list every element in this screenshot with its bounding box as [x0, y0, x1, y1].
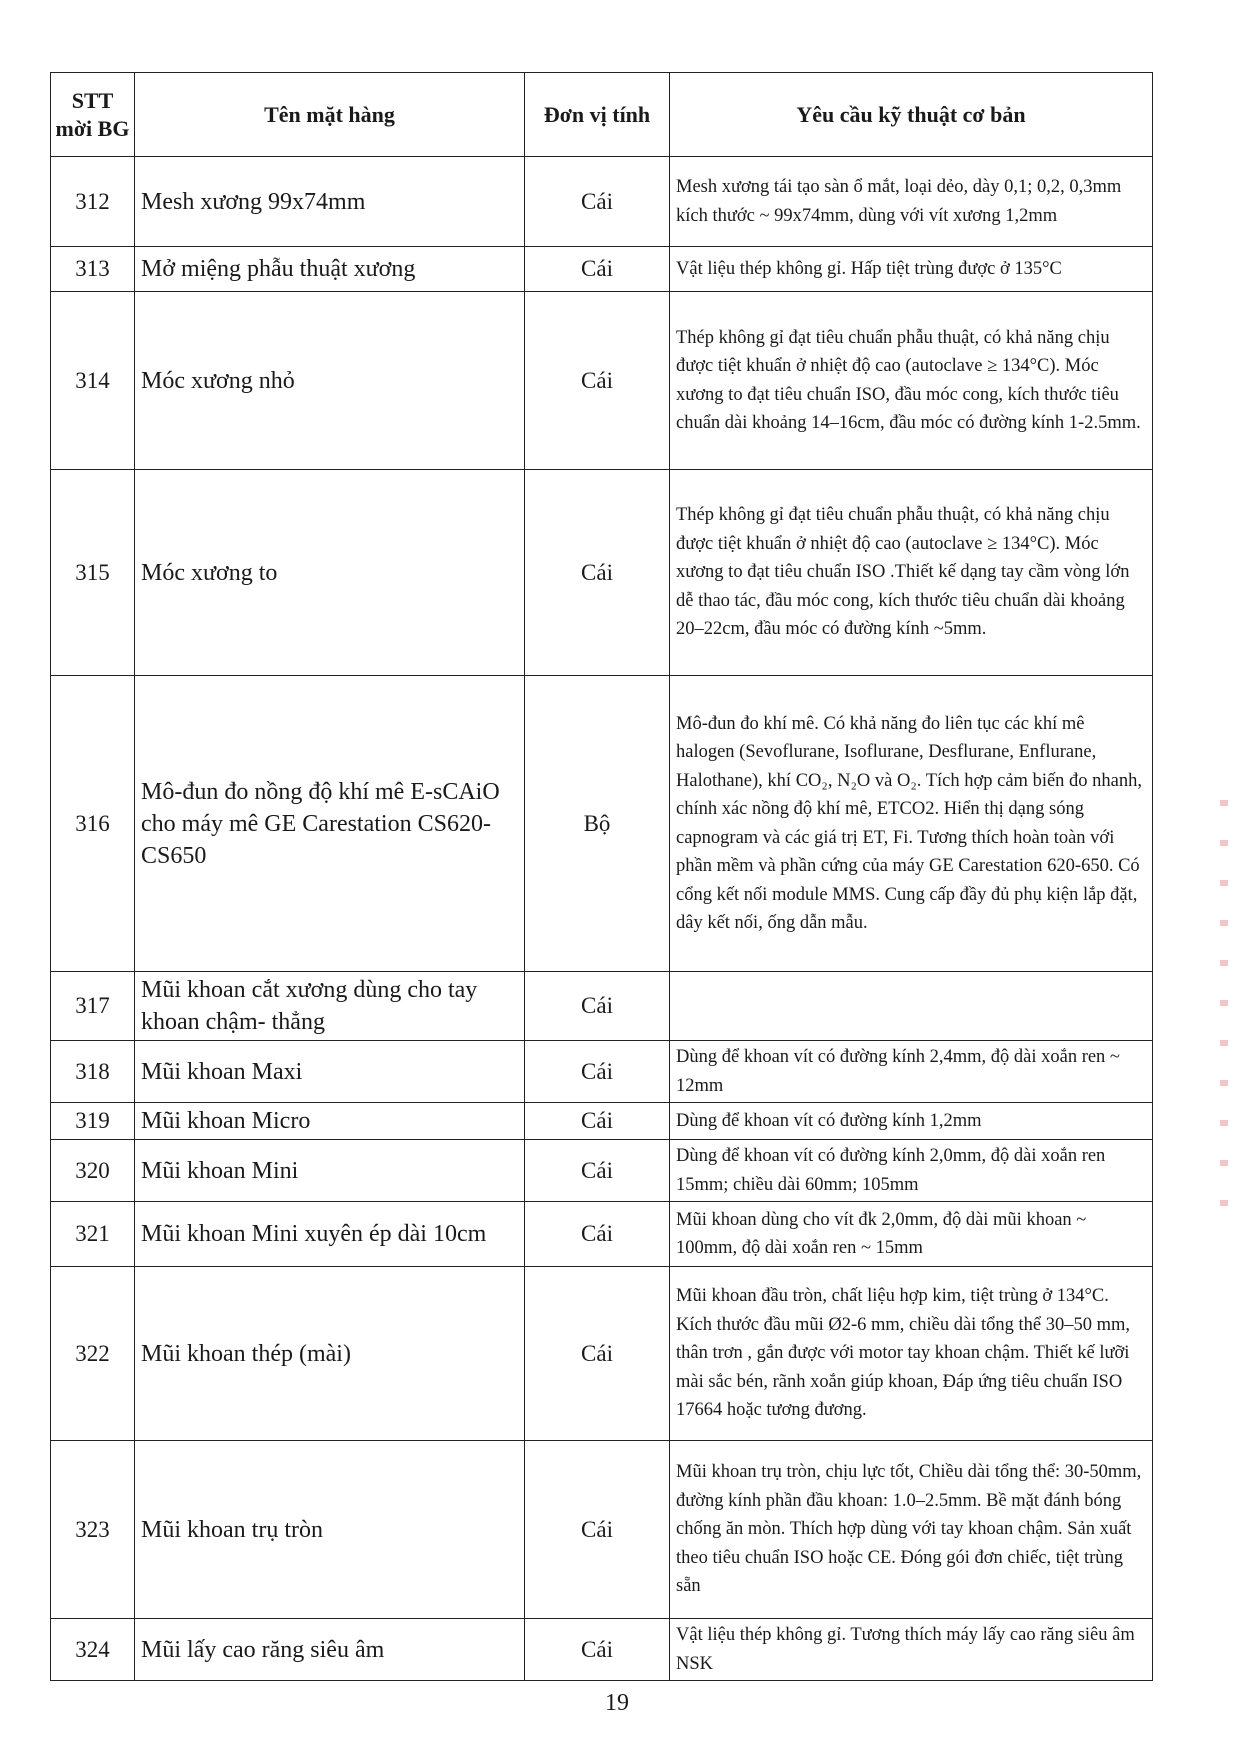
row-item-name: Mũi khoan cắt xương dùng cho tay khoan chậm- thẳng — [135, 972, 525, 1041]
row-item-name: Mũi khoan thép (mài) — [135, 1267, 525, 1441]
row-item-name: Mũi khoan Micro — [135, 1103, 525, 1140]
page-number: 19 — [605, 1690, 629, 1716]
row-unit: Cái — [525, 1619, 670, 1681]
row-unit: Cái — [525, 1103, 670, 1140]
row-unit: Cái — [525, 1140, 670, 1202]
table-row — [51, 1140, 1153, 1202]
table-row — [51, 1619, 1153, 1681]
row-stt: 316 — [51, 676, 135, 972]
table-row — [51, 292, 1153, 470]
row-unit: Cái — [525, 247, 670, 292]
header-requirements: Yêu cầu kỹ thuật cơ bản — [670, 73, 1153, 157]
row-requirements: Dùng để khoan vít có đường kính 1,2mm — [670, 1103, 1153, 1140]
row-item-name: Mesh xương 99x74mm — [135, 157, 525, 247]
row-requirements: Thép không gỉ đạt tiêu chuẩn phẫu thuật, có khả năng chịu được tiệt khuẩn ở nhiệt độ cao (autoclave ≥ 134°C). Móc xương to đạt tiêu chuẩn ISO, đầu móc cong, kích thước tiêu chuẩn dài khoảng 14–16cm, đầu móc có đường kính 1-2.5mm. — [670, 292, 1153, 470]
row-requirements: Thép không gỉ đạt tiêu chuẩn phẫu thuật, có khả năng chịu được tiệt khuẩn ở nhiệt độ cao (autoclave ≥ 134°C). Móc xương to đạt tiêu chuẩn ISO .Thiết kế dạng tay cầm vòng lớn dễ thao tác, đầu móc cong, kích thước tiêu chuẩn dài khoảng 20–22cm, đầu móc có đường kính ~5mm. — [670, 470, 1153, 676]
table-row — [51, 972, 1153, 1041]
row-item-name: Mũi khoan Maxi — [135, 1041, 525, 1103]
row-requirements: Dùng để khoan vít có đường kính 2,0mm, độ dài xoắn ren 15mm; chiều dài 60mm; 105mm — [670, 1140, 1153, 1202]
row-stt: 324 — [51, 1619, 135, 1681]
row-stt: 323 — [51, 1441, 135, 1619]
row-item-name: Mũi khoan trụ tròn — [135, 1441, 525, 1619]
equipment-spec-table — [50, 72, 1153, 1681]
row-unit: Cái — [525, 470, 670, 676]
row-requirements: Mesh xương tái tạo sàn ổ mắt, loại dẻo, dày 0,1; 0,2, 0,3mm kích thước ~ 99x74mm, dùng với vít xương 1,2mm — [670, 157, 1153, 247]
row-requirements: Mô-đun đo khí mê. Có khả năng đo liên tục các khí mê halogen (Sevoflurane, Isoflurane, Desflurane, Enflurane, Halothane), khí CO₂, N₂O và O₂. Tích hợp cảm biến đo nhanh, chính xác nồng độ khí mê, ETCO2. Hiển thị dạng sóng capnogram và các giá trị ET, Fi. Tương thích hoàn toàn với phần mềm và phần cứng của máy GE Carestation 620-650. Có cổng kết nối module MMS. Cung cấp đầy đủ phụ kiện lắp đặt, dây kết nối, ống dẫn mẫu. — [670, 676, 1153, 972]
header-name: Tên mặt hàng — [135, 73, 525, 157]
row-stt: 321 — [51, 1202, 135, 1267]
row-stt: 317 — [51, 972, 135, 1041]
row-item-name: Mũi khoan Mini — [135, 1140, 525, 1202]
row-item-name: Móc xương nhỏ — [135, 292, 525, 470]
row-unit: Cái — [525, 1267, 670, 1441]
row-stt: 315 — [51, 470, 135, 676]
row-requirements: Dùng để khoan vít có đường kính 2,4mm, độ dài xoắn ren ~ 12mm — [670, 1041, 1153, 1103]
row-stt: 322 — [51, 1267, 135, 1441]
table-row — [51, 1267, 1153, 1441]
row-requirements: Vật liệu thép không gỉ. Hấp tiệt trùng được ở 135°C — [670, 247, 1153, 292]
header-unit: Đơn vị tính — [525, 73, 670, 157]
table-row — [51, 1103, 1153, 1140]
table-header-row — [51, 73, 1153, 157]
row-stt: 312 — [51, 157, 135, 247]
row-item-name: Mở miệng phẫu thuật xương — [135, 247, 525, 292]
row-item-name: Mô-đun đo nồng độ khí mê E-sCAiO cho máy mê GE Carestation CS620-CS650 — [135, 676, 525, 972]
row-requirements: Mũi khoan trụ tròn, chịu lực tốt, Chiều dài tổng thể: 30-50mm, đường kính phần đầu khoan: 1.0–2.5mm. Bề mặt đánh bóng chống ăn mòn. Thích hợp dùng với tay khoan chậm. Sản xuất theo tiêu chuẩn ISO hoặc CE. Đóng gói đơn chiếc, tiệt trùng sẵn — [670, 1441, 1153, 1619]
row-stt: 314 — [51, 292, 135, 470]
row-requirements: Mũi khoan đầu tròn, chất liệu hợp kim, tiệt trùng ở 134°C. Kích thước đầu mũi Ø2-6 mm, chiều dài tổng thể 30–50 mm, thân trơn , gắn được với motor tay khoan chậm. Thiết kế lưỡi mài sắc bén, rãnh xoắn giúp khoan, Đáp ứng tiêu chuẩn ISO 17664 hoặc tương đương. — [670, 1267, 1153, 1441]
table-row — [51, 1441, 1153, 1619]
table-row — [51, 1041, 1153, 1103]
table-row — [51, 157, 1153, 247]
row-unit: Cái — [525, 1441, 670, 1619]
table-row — [51, 1202, 1153, 1267]
row-requirements — [670, 972, 1153, 1041]
row-item-name: Mũi khoan Mini xuyên ép dài 10cm — [135, 1202, 525, 1267]
row-item-name: Móc xương to — [135, 470, 525, 676]
row-unit: Bộ — [525, 676, 670, 972]
row-stt: 318 — [51, 1041, 135, 1103]
row-requirements: Vật liệu thép không gỉ. Tương thích máy lấy cao răng siêu âm NSK — [670, 1619, 1153, 1681]
row-stt: 319 — [51, 1103, 135, 1140]
table-row — [51, 676, 1153, 972]
table-row — [51, 247, 1153, 292]
row-unit: Cái — [525, 1041, 670, 1103]
table-row — [51, 470, 1153, 676]
row-item-name: Mũi lấy cao răng siêu âm — [135, 1619, 525, 1681]
row-unit: Cái — [525, 1202, 670, 1267]
row-requirements: Mũi khoan dùng cho vít đk 2,0mm, độ dài mũi khoan ~ 100mm, độ dài xoắn ren ~ 15mm — [670, 1202, 1153, 1267]
row-stt: 320 — [51, 1140, 135, 1202]
header-stt: STT mời BG — [51, 73, 135, 157]
row-unit: Cái — [525, 292, 670, 470]
row-unit: Cái — [525, 972, 670, 1041]
row-stt: 313 — [51, 247, 135, 292]
row-unit: Cái — [525, 157, 670, 247]
margin-stamp-marks — [1220, 800, 1228, 1220]
